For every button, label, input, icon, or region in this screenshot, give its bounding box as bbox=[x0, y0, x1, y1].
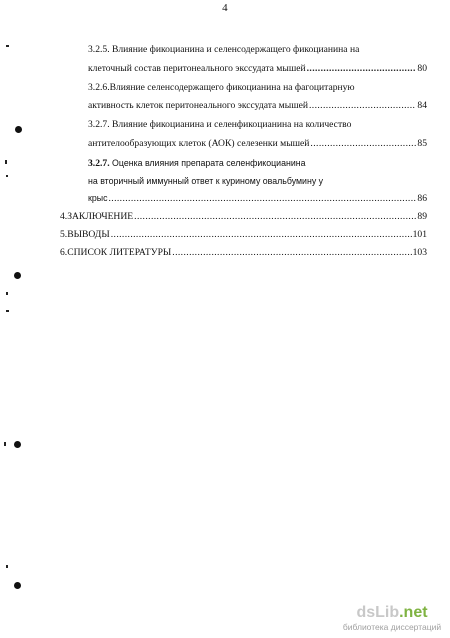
scan-mark bbox=[6, 565, 8, 568]
toc-entry-3-2-7b-number: 3.2.7. bbox=[88, 158, 110, 169]
page-number: 4 bbox=[222, 2, 228, 14]
toc-entry-3-2-7b-line-1 bbox=[88, 157, 306, 170]
toc-entry-3-2-7[interactable] bbox=[88, 138, 427, 150]
toc-entry-3-2-7-line-1: 3.2.7. Влияние фикоцианина и селенфикоцианина на количество bbox=[88, 119, 352, 130]
dot-leader bbox=[310, 138, 416, 150]
scan-mark bbox=[6, 175, 8, 177]
toc-chapter-5-page: 101 bbox=[412, 229, 427, 240]
toc-entry-3-2-7b-page: 86 bbox=[417, 193, 427, 204]
toc-chapter-4-title: 4.ЗАКЛЮЧЕНИЕ bbox=[60, 211, 134, 222]
dot-leader bbox=[134, 211, 416, 223]
scan-mark bbox=[5, 160, 7, 164]
dot-leader bbox=[172, 247, 411, 259]
dslib-subtitle: библиотека диссертаций bbox=[342, 622, 442, 632]
toc-chapter-6[interactable] bbox=[60, 247, 427, 259]
toc-entry-3-2-7-line-2: антителообразующих клеток (АОК) селезенки мышей bbox=[88, 138, 310, 149]
toc-entry-3-2-7b-title: Оценка влияния препарата селенфикоцианина bbox=[109, 158, 306, 168]
dot-leader bbox=[108, 193, 416, 205]
toc-entry-3-2-5-line-2: клеточный состав перитонеального экссудата мышей bbox=[88, 63, 306, 74]
toc-chapter-6-title: 6.СПИСОК ЛИТЕРАТУРЫ bbox=[60, 247, 172, 258]
scan-mark bbox=[6, 310, 9, 312]
scan-mark bbox=[6, 45, 9, 47]
toc-chapter-4-page: 89 bbox=[417, 211, 427, 222]
binder-hole-mark bbox=[14, 272, 21, 279]
scan-mark bbox=[4, 442, 6, 446]
toc-entry-3-2-7-page: 85 bbox=[417, 138, 427, 149]
binder-hole-mark bbox=[14, 441, 21, 448]
binder-hole-mark bbox=[14, 582, 21, 589]
scan-mark bbox=[6, 292, 8, 295]
toc-chapter-6-page: 103 bbox=[412, 247, 427, 258]
dot-leader bbox=[307, 63, 417, 75]
toc-entry-3-2-7b-line-3: крыс bbox=[88, 193, 108, 203]
toc-entry-3-2-6-page: 84 bbox=[417, 100, 427, 111]
dot-leader bbox=[111, 229, 412, 241]
toc-entry-3-2-7b[interactable] bbox=[88, 192, 427, 205]
dslib-logo: dsLib.net bbox=[356, 604, 428, 621]
toc-chapter-5-title: 5.ВЫВОДЫ bbox=[60, 229, 110, 240]
dot-leader bbox=[309, 100, 416, 112]
toc-entry-3-2-6-line-1: 3.2.6.Влияние селенсодержащего фикоцианина на фагоцитарную bbox=[88, 82, 355, 93]
binder-hole-mark bbox=[15, 126, 22, 133]
toc-entry-3-2-6[interactable] bbox=[88, 100, 427, 112]
toc-entry-3-2-5[interactable] bbox=[88, 63, 427, 75]
toc-entry-3-2-5-line-1: 3.2.5. Влияние фикоцианина и селенсодержащего фикоцианина на bbox=[88, 44, 360, 55]
dslib-watermark bbox=[342, 604, 442, 632]
toc-entry-3-2-5-page: 80 bbox=[417, 63, 427, 74]
toc-entry-3-2-7b-line-2: на вторичный иммунный ответ к куриному овальбумину у bbox=[88, 176, 324, 186]
toc-entry-3-2-6-line-2: активность клеток перитонеального экссудата мышей bbox=[88, 100, 308, 111]
toc-chapter-4[interactable] bbox=[60, 211, 427, 223]
toc-chapter-5[interactable] bbox=[60, 229, 427, 241]
